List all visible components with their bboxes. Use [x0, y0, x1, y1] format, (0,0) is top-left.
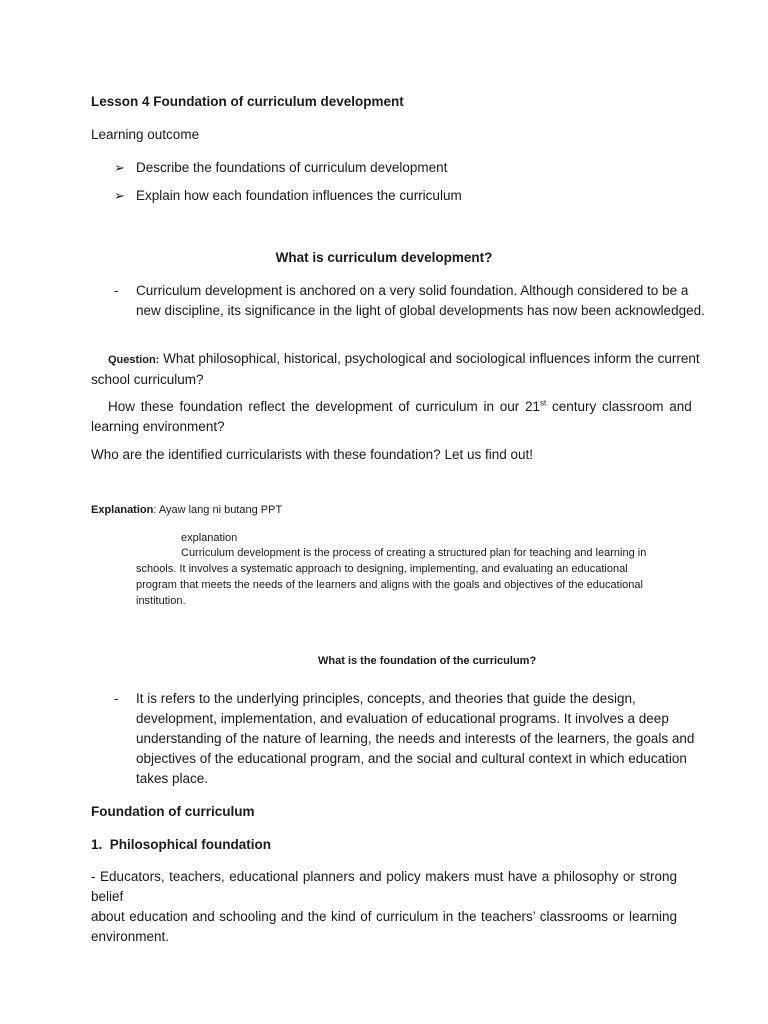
section2-bullet-line: development, implementation, and evaluation of educational programs. It involves a deep [136, 711, 669, 726]
section2-bullet-line: takes place. [136, 771, 209, 786]
question-text: school curriculum? [91, 372, 204, 387]
foundation-heading: Foundation of curriculum [91, 804, 255, 819]
philosophical-foundation-paragraph [91, 867, 677, 947]
philosophical-line: - Educators, teachers, educational planners and policy makers must have a philosophy or strong belief [91, 869, 677, 904]
question-paragraph [91, 349, 700, 390]
section-heading-curriculum-development: What is curriculum development? [275, 250, 493, 265]
explanation-text-line: program that meets the needs of the learners and aligns with the goals and objectives of the educational [136, 579, 643, 591]
explanation-sub-label: explanation [181, 532, 238, 544]
philosophical-line: environment. [91, 929, 170, 944]
ordinal-superscript: st [539, 398, 547, 408]
question-text: What philosophical, historical, psychological and sociological influences inform the current [159, 351, 700, 366]
question2-text: learning environment? [91, 419, 225, 434]
section1-bullet-line: new discipline, its significance in the light of global developments has now been acknowledged. [136, 303, 705, 318]
learning-outcome-item: Explain how each foundation influences the curriculum [136, 188, 462, 203]
arrow-bullet-icon: ➢ [114, 188, 125, 203]
section2-bullet-line: understanding of the nature of learning, the needs and interests of the learners, the goals and [136, 731, 695, 746]
explanation-text-line: schools. It involves a systematic approach to designing, implementing, and evaluating an educational [136, 563, 628, 575]
question3-text: Who are the identified curricularists with these foundation? Let us find out! [91, 447, 533, 462]
philosophical-foundation-heading: 1. Philosophical foundation [91, 837, 272, 852]
question-label: Question: [108, 354, 160, 366]
explanation-value: : Ayaw lang ni butang PPT [153, 504, 283, 516]
question2-text: century classroom and [546, 399, 692, 414]
section2-bullet-line: objectives of the educational program, and the social and cultural context in which education [136, 751, 687, 766]
lesson-title: Lesson 4 Foundation of curriculum development [91, 94, 404, 109]
learning-outcome-label: Learning outcome [91, 127, 200, 142]
explanation-text-line: Curriculum development is the process of creating a structured plan for teaching and learning in [181, 547, 647, 559]
explanation-label: Explanation [91, 504, 154, 516]
explanation-text-line: institution. [136, 595, 186, 607]
philosophical-line: about education and schooling and the kind of curriculum in the teachers’ classrooms or learning [91, 909, 677, 924]
section1-bullet-line: Curriculum development is anchored on a very solid foundation. Although considered to be a [136, 283, 689, 298]
question2-text: How these foundation reflect the development of curriculum in our 21 [108, 399, 540, 414]
arrow-bullet-icon: ➢ [114, 160, 125, 175]
explanation-line [91, 502, 282, 518]
dash-bullet: - [114, 283, 119, 298]
dash-bullet: - [114, 691, 119, 706]
learning-outcome-item: Describe the foundations of curriculum development [136, 160, 448, 175]
question-paragraph-2 [91, 397, 692, 437]
section2-bullet-line: It is refers to the underlying principles, concepts, and theories that guide the design, [136, 691, 636, 706]
section-heading-foundation: What is the foundation of the curriculum? [318, 655, 537, 667]
